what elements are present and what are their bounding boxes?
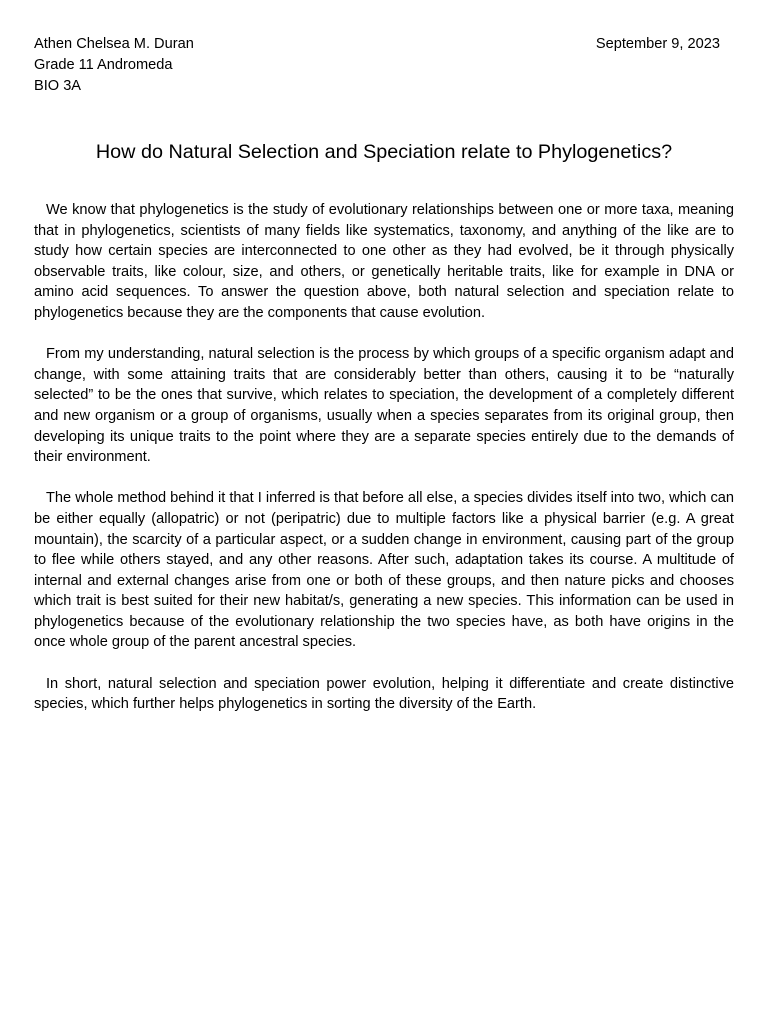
paragraph-1: We know that phylogenetics is the study of evolutionary relationships between one or more taxa, meaning that in phylogenetics, scientists of many fields like systematics, taxonomy, and anything of the like are to study how certain species are interconnected to one other as they had evolved, be it through physically observable traits, like colour, size, and others, or genetically heritable traits, like for example in DNA or amino acid sequences. To answer the question above, both natural selection and speciation relate to phylogenetics because they are the components that cause evolution. — [34, 202, 734, 321]
course-code: BIO 3A — [34, 77, 82, 94]
document-body — [34, 200, 734, 735]
author-block — [34, 34, 194, 96]
author-name: Athen Chelsea M. Duran — [34, 36, 194, 52]
grade-section: Grade 11 Andromeda — [34, 56, 173, 73]
paragraph-4: In short, natural selection and speciation power evolution, helping it differentiate and create distinctive species, which further helps phylogenetics in sorting the diversity of the Earth. — [34, 675, 734, 713]
paragraph-2: From my understanding, natural selection is the process by which groups of a specific organism adapt and change, with some attaining traits that are considerably better than others, causing it to be “naturally selected” to be the ones that survive, which relates to speciation, the development of a completely different and new organism or a group of organisms, usually when a species separates from its original group, then developing its unique traits to the point where they are a separate species entirely due to the demands of their environment. — [34, 346, 734, 466]
paragraph-3: The whole method behind it that I inferred is that before all else, a species divides itself into two, which can be either equally (allopatric) or not (peripatric) due to multiple factors like a physical barrier (e.g. A great mountain), the scarcity of a particular aspect, or a sudden change in environment, causing part of the group to flee while others stayed, and any other reasons. After such, adaptation takes its course. A multitude of internal and external changes arise from one or both of these groups, and then nature picks and chooses which trait is best suited for their new habitat/s, generating a new species. This information can be used in phylogenetics because of the evolutionary relationship the two species have, as both have origins in the once whole group of the parent ancestral species. — [34, 490, 734, 651]
document-title: How do Natural Selection and Speciation relate to Phylogenetics? — [95, 141, 673, 163]
document-date: September 9, 2023 — [595, 36, 720, 52]
